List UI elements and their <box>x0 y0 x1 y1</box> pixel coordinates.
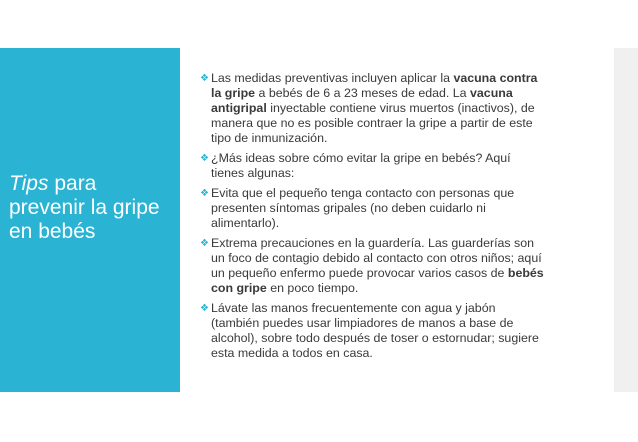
text-run: un pequeño enfermo puede provocar varios casos de <box>211 266 508 280</box>
diamond-bullet-icon: ❖ <box>200 188 209 199</box>
bullet-line <box>211 331 585 346</box>
bullet-line <box>211 71 585 86</box>
diamond-bullet-icon: ❖ <box>200 238 209 249</box>
text-run: tienes algunas: <box>211 166 295 180</box>
text-run: en poco tiempo. <box>266 281 359 295</box>
text-run: ¿Más ideas sobre cómo evitar la gripe en bebés? Aquí <box>211 151 511 165</box>
bullet-line <box>211 116 585 131</box>
bold-text: antigripal <box>211 101 267 115</box>
bullet-line <box>211 316 585 331</box>
bullet-line <box>211 236 585 251</box>
bullet-item <box>200 186 585 231</box>
bullet-line <box>211 281 585 296</box>
title-italic: Tips <box>9 172 49 195</box>
text-run: alcohol), sobre todo después de toser o estornudar; sugiere <box>211 331 539 345</box>
bullet-line <box>211 186 585 201</box>
bullet-item <box>200 236 585 296</box>
text-run: a bebés de 6 a 23 meses de edad. La <box>255 86 471 100</box>
text-run: (también puedes usar limpiadores de manos a base de <box>211 316 514 330</box>
bullet-item <box>200 151 585 181</box>
bold-text: vacuna contra <box>453 71 538 85</box>
slide-title <box>9 172 174 244</box>
bullet-line <box>211 266 585 281</box>
diamond-bullet-icon: ❖ <box>200 303 209 314</box>
text-run: manera que no es posible contraer la gripe a partir de este <box>211 116 533 130</box>
text-run: Evita que el pequeño tenga contacto con personas que <box>211 186 515 200</box>
side-bar <box>614 48 638 392</box>
text-run: esta medida a todos en casa. <box>211 346 373 360</box>
text-run: Lávate las manos frecuentemente con agua y jabón <box>211 301 496 315</box>
bullet-line <box>211 301 585 316</box>
text-run: un foco de contagio debido al contacto con otros niños; aquí <box>211 251 542 265</box>
text-run: Extrema precauciones en la guardería. Las guarderías son <box>211 236 535 250</box>
text-run: Las medidas preventivas incluyen aplicar la <box>211 71 454 85</box>
text-run: presenten síntomas gripales (no deben cuidarlo ni <box>211 201 486 215</box>
bullet-line <box>211 86 585 101</box>
bullet-line <box>211 251 585 266</box>
bullet-line <box>211 166 585 181</box>
bold-text: la gripe <box>211 86 256 100</box>
text-run: tipo de inmunización. <box>211 131 328 145</box>
bullet-line <box>211 346 585 361</box>
bullet-line <box>211 151 585 166</box>
diamond-bullet-icon: ❖ <box>200 153 209 164</box>
bold-text: bebés <box>507 266 544 280</box>
bullet-line <box>211 131 585 146</box>
bullet-list <box>200 71 585 366</box>
text-run: inyectable contiene virus muertos (inactivos), de <box>266 101 535 115</box>
bullet-item <box>200 71 585 146</box>
bullet-line <box>211 201 585 216</box>
bullet-line <box>211 216 585 231</box>
diamond-bullet-icon: ❖ <box>200 73 209 84</box>
bold-text: con gripe <box>211 281 267 295</box>
text-run: alimentarlo). <box>211 216 280 230</box>
bold-text: vacuna <box>470 86 513 100</box>
title-rest: para prevenir la gripe en bebés <box>9 172 160 243</box>
bullet-item <box>200 301 585 361</box>
bullet-line <box>211 101 585 116</box>
